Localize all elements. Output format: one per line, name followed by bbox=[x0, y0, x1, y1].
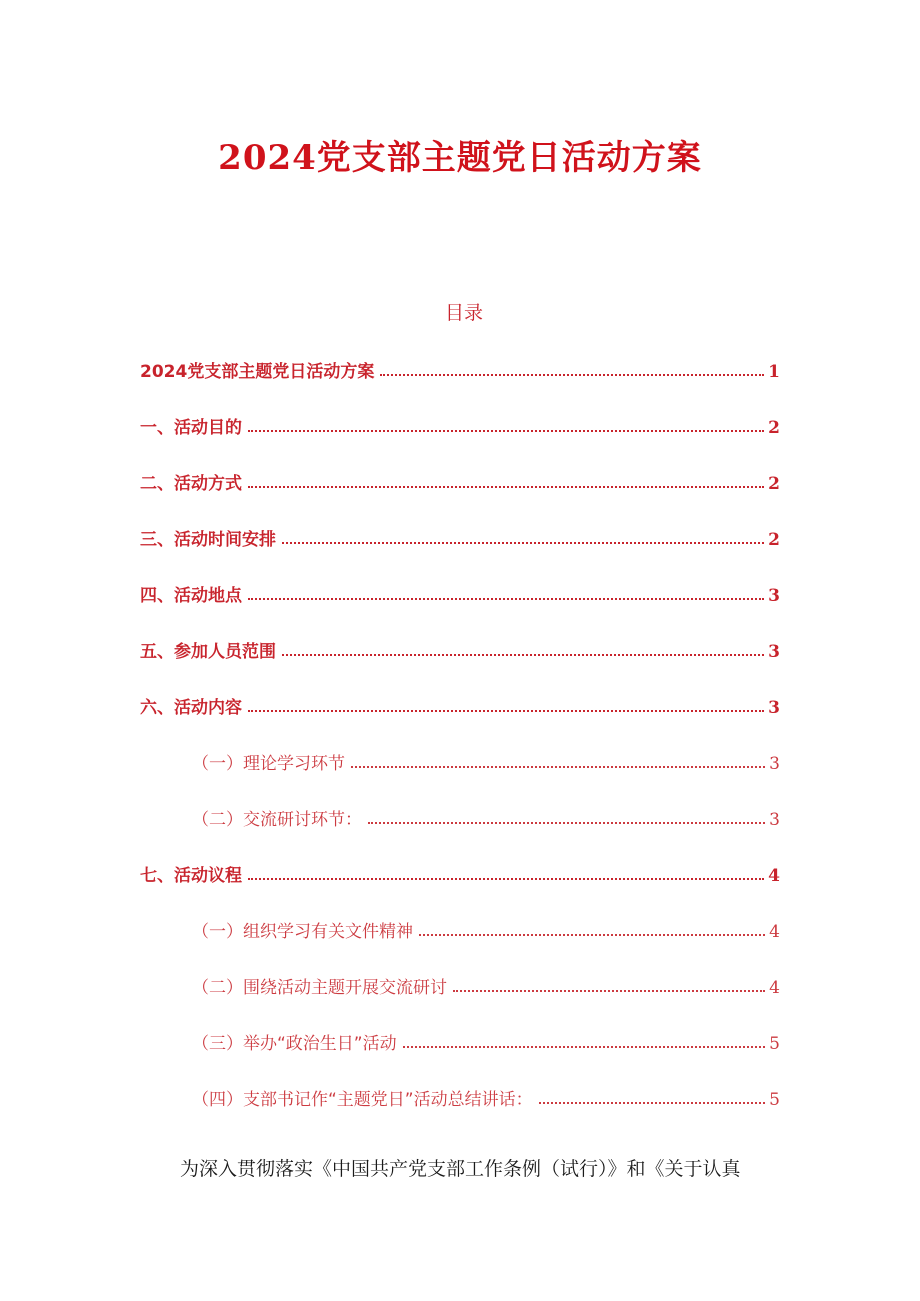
toc-entry[interactable] bbox=[140, 410, 780, 438]
toc-page-number: 1 bbox=[768, 362, 780, 382]
toc-entry-label: （三）举办“政治生日”活动 bbox=[192, 1034, 397, 1054]
toc-leader-dots bbox=[419, 934, 765, 936]
toc-entry-label: （二）围绕活动主题开展交流研讨 bbox=[192, 978, 447, 998]
toc-subentry[interactable] bbox=[192, 1082, 780, 1110]
toc-entry[interactable] bbox=[140, 690, 780, 718]
toc-leader-dots bbox=[380, 374, 764, 376]
toc-entry-label: （一）组织学习有关文件精神 bbox=[192, 922, 413, 942]
toc-entry-label: 一、活动目的 bbox=[140, 418, 242, 438]
toc-page-number: 3 bbox=[768, 642, 780, 662]
toc-entry-label: （二）交流研讨环节： bbox=[192, 810, 362, 830]
toc-heading: 目录 bbox=[444, 302, 483, 324]
toc-page-number: 5 bbox=[769, 1090, 780, 1110]
toc-leader-dots bbox=[248, 486, 764, 488]
toc-subentry[interactable] bbox=[192, 970, 780, 998]
toc-leader-dots bbox=[403, 1046, 766, 1048]
toc-entry[interactable] bbox=[140, 578, 780, 606]
toc-page-number: 3 bbox=[768, 586, 780, 606]
toc-page-number: 2 bbox=[768, 474, 780, 494]
toc-entry-label: 2024党支部主题党日活动方案 bbox=[140, 362, 375, 382]
toc-leader-dots bbox=[248, 878, 764, 880]
toc-leader-dots bbox=[248, 430, 764, 432]
toc-subentry[interactable] bbox=[192, 1026, 780, 1054]
toc-page-number: 3 bbox=[769, 754, 780, 774]
toc-entry[interactable] bbox=[140, 858, 780, 886]
toc-page-number: 5 bbox=[769, 1034, 780, 1054]
toc-leader-dots bbox=[539, 1102, 766, 1104]
toc-leader-dots bbox=[248, 598, 764, 600]
toc-leader-dots bbox=[248, 710, 764, 712]
toc-page-number: 4 bbox=[769, 978, 780, 998]
toc-entry-label: （四）支部书记作“主题党日”活动总结讲话： bbox=[192, 1090, 533, 1110]
toc-page-number: 2 bbox=[768, 418, 780, 438]
toc-leader-dots bbox=[282, 542, 764, 544]
toc-leader-dots bbox=[368, 822, 765, 824]
toc-entry-label: （一）理论学习环节 bbox=[192, 754, 345, 774]
toc-subentry[interactable] bbox=[192, 914, 780, 942]
toc-entry[interactable] bbox=[140, 466, 780, 494]
toc-subentry[interactable] bbox=[192, 746, 780, 774]
toc-leader-dots bbox=[282, 654, 764, 656]
toc-page-number: 3 bbox=[769, 810, 780, 830]
toc-entry-label: 四、活动地点 bbox=[140, 586, 242, 606]
toc-entry-label: 三、活动时间安排 bbox=[140, 530, 276, 550]
toc-entry-label: 七、活动议程 bbox=[140, 866, 242, 886]
toc-leader-dots bbox=[351, 766, 765, 768]
toc-page-number: 3 bbox=[768, 698, 780, 718]
toc-entry[interactable] bbox=[140, 354, 780, 382]
toc-page-number: 4 bbox=[768, 866, 780, 886]
toc-leader-dots bbox=[453, 990, 765, 992]
toc-entry-label: 二、活动方式 bbox=[140, 474, 242, 494]
toc-entry[interactable] bbox=[140, 634, 780, 662]
toc-page-number: 2 bbox=[768, 530, 780, 550]
toc-entry-label: 六、活动内容 bbox=[140, 698, 242, 718]
document-title: 2024党支部主题党日活动方案 bbox=[218, 138, 702, 178]
body-paragraph: 为深入贯彻落实《中国共产党支部工作条例（试行）》和《关于认真 bbox=[180, 1158, 741, 1180]
toc-page-number: 4 bbox=[769, 922, 780, 942]
toc-entry-label: 五、参加人员范围 bbox=[140, 642, 276, 662]
toc-subentry[interactable] bbox=[192, 802, 780, 830]
toc-entry[interactable] bbox=[140, 522, 780, 550]
